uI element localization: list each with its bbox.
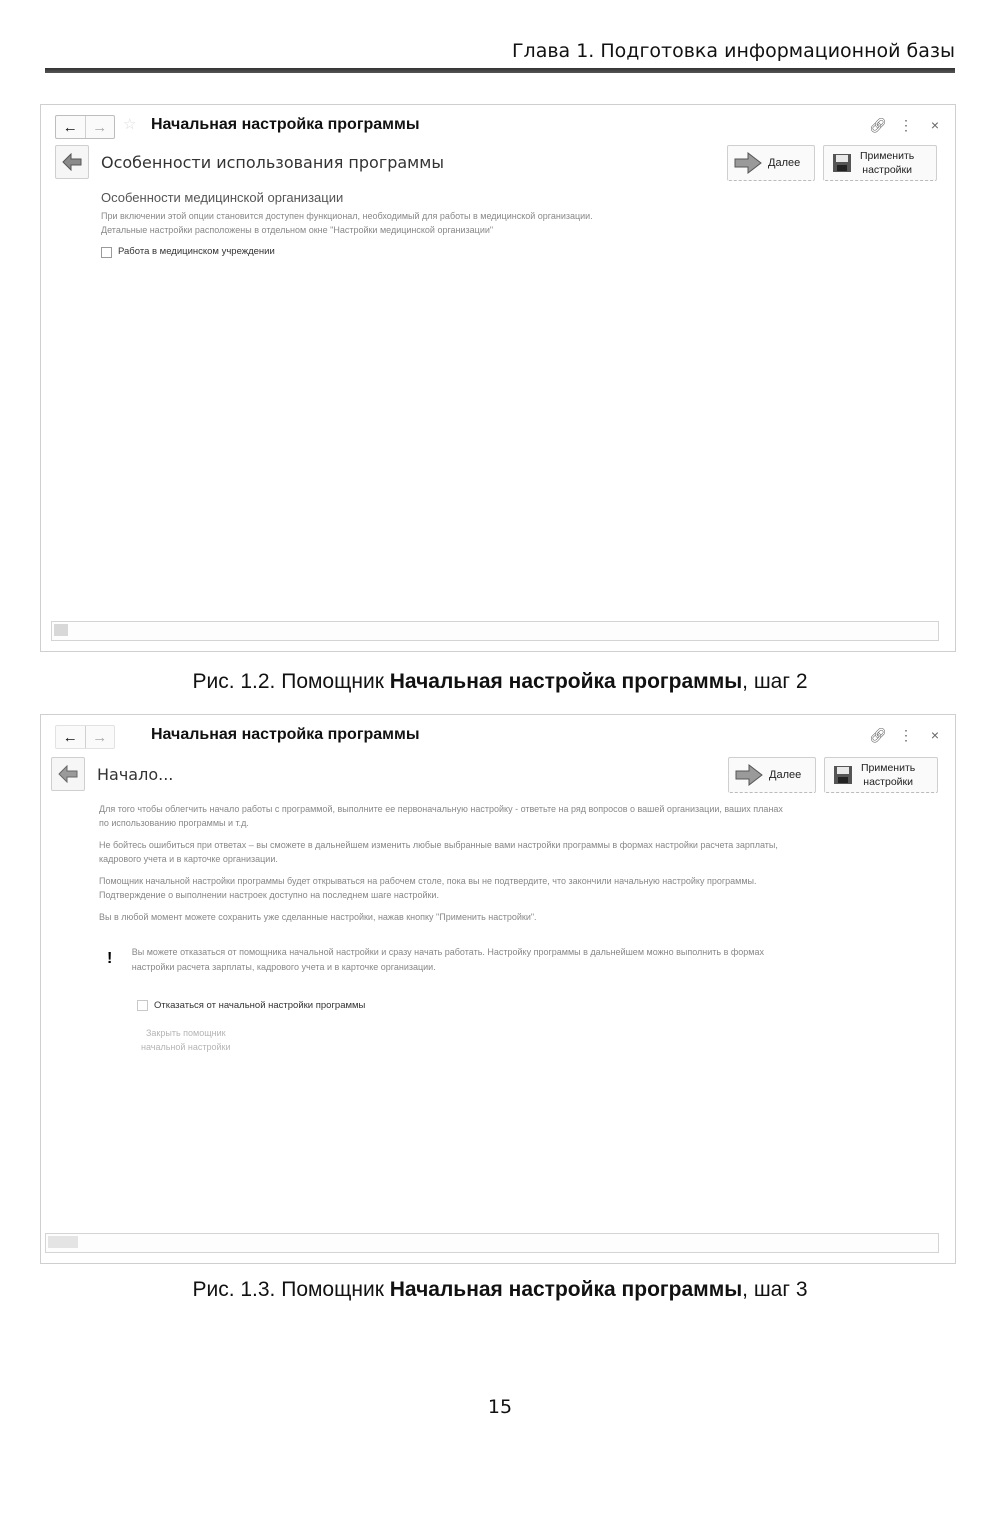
medical-institution-option[interactable]: [101, 245, 805, 259]
section-title: Особенности медицинской организации: [101, 190, 344, 205]
apply-settings-button[interactable]: [824, 757, 938, 793]
more-menu-icon[interactable]: ⋮: [899, 117, 913, 133]
warning-block: [107, 945, 765, 975]
status-bar: [45, 1233, 939, 1253]
window-title: Начальная настройка программы: [151, 726, 420, 743]
step-content: [101, 191, 805, 259]
window-titlebar: [55, 115, 941, 141]
forward-arrow-button[interactable]: →: [85, 726, 115, 748]
close-assistant-line1: Закрыть помощник: [145, 1028, 226, 1038]
forward-arrow-button[interactable]: →: [85, 116, 115, 138]
intro-paragraph: Вы в любой момент можете сохранить уже сделанные настройки, нажав кнопку "Применить настройки".: [99, 912, 537, 922]
next-arrow-icon: [735, 764, 763, 786]
next-button[interactable]: [728, 757, 816, 793]
close-assistant-line2: начальной настройки: [141, 1042, 231, 1052]
step-title: Особенности использования программы: [101, 153, 444, 172]
warning-text: Вы можете отказаться от помощника начальной настройки и сразу начать работать. Настройку программы в дальнейшем можно выполнить в формах настройки расчета зарплаты, кадрового учета и в карточке организации.: [131, 947, 764, 972]
intro-text: [99, 802, 785, 932]
close-icon[interactable]: ×: [930, 117, 940, 133]
figure-caption: [0, 670, 1000, 694]
header-rule: [45, 68, 955, 73]
next-button-label: Далее: [769, 769, 802, 781]
checkbox[interactable]: [101, 247, 112, 258]
caption-bold: Начальная настройка программы: [389, 1278, 743, 1301]
apply-settings-label: [860, 149, 914, 177]
caption-prefix: Рис. 1.2. Помощник: [192, 670, 390, 693]
apply-label-line2: настройки: [862, 164, 912, 176]
checkbox-label: Работа в медицинском учреждении: [118, 246, 275, 257]
back-arrow-button[interactable]: ←: [62, 118, 78, 136]
caption-suffix: , шаг 2: [742, 670, 808, 693]
nav-buttons: [55, 115, 115, 139]
back-arrow-button[interactable]: ←: [62, 728, 78, 746]
apply-settings-button[interactable]: [823, 145, 937, 181]
next-button[interactable]: [727, 145, 815, 181]
status-bar: [51, 621, 939, 641]
caption-suffix: , шаг 3: [742, 1278, 808, 1301]
intro-paragraph: Помощник начальной настройки программы будет открываться на рабочем столе, пока вы не подтвердите, что закончили начальную настройку программы. Подтверждение о выполнении настроек доступно на последнем шаге настройки.: [99, 876, 757, 900]
window-controls: [869, 727, 941, 744]
nav-buttons: [55, 725, 115, 749]
description-line: Детальные настройки расположены в отдельном окне "Настройки медицинской организации": [101, 225, 494, 235]
window-controls: [869, 117, 941, 134]
window-title: Начальная настройка программы: [151, 116, 420, 133]
previous-step-button[interactable]: [51, 757, 85, 791]
close-icon[interactable]: ×: [930, 727, 940, 743]
link-icon[interactable]: 🔗︎: [869, 727, 887, 743]
save-disk-icon: [832, 153, 852, 173]
next-arrow-icon: [734, 152, 762, 174]
back-arrow-icon: [62, 153, 82, 171]
intro-paragraph: Не бойтесь ошибиться при ответах – вы сможете в дальнейшем изменить любые выбранные вами настройки программы в формах настройки расчета зарплаты, кадрового учета и в карточке организации.: [99, 840, 778, 864]
warning-exclamation-icon: !: [107, 950, 113, 967]
step-title: Начало...: [97, 765, 174, 784]
caption-prefix: Рис. 1.3. Помощник: [192, 1278, 390, 1301]
intro-paragraph: Для того чтобы облегчить начало работы с программой, выполните ее первоначальную настройку - ответьте на ряд вопросов о вашей организации, ваших планах по использованию программы и т.д.: [99, 804, 783, 828]
checkbox-label: Отказаться от начальной настройки программы: [154, 1000, 366, 1011]
apply-label-line1: Применить: [861, 762, 916, 774]
back-arrow-icon: [58, 765, 78, 783]
status-bar-grip: [48, 1236, 78, 1248]
description-line: При включении этой опции становится доступен функционал, необходимый для работы в медицинской организации.: [101, 211, 593, 221]
figure-caption: [0, 1278, 1000, 1302]
apply-label-line2: настройки: [863, 776, 913, 788]
close-assistant-button[interactable]: [141, 1026, 231, 1054]
more-menu-icon[interactable]: ⋮: [899, 727, 913, 743]
previous-step-button[interactable]: [55, 145, 89, 179]
apply-settings-label: [861, 761, 915, 789]
running-head: Глава 1. Подготовка информационной базы: [511, 40, 955, 62]
caption-bold: Начальная настройка программы: [389, 670, 743, 693]
save-disk-icon: [833, 765, 853, 785]
status-bar-grip: [54, 624, 68, 636]
page-number: 15: [487, 1396, 513, 1418]
screenshot-step-3: [40, 714, 956, 1264]
favorite-star-icon[interactable]: ☆: [123, 116, 137, 133]
link-icon[interactable]: 🔗︎: [869, 117, 887, 133]
checkbox[interactable]: [137, 1000, 148, 1011]
next-button-label: Далее: [768, 157, 801, 169]
window-titlebar: [55, 725, 941, 751]
apply-label-line1: Применить: [860, 150, 915, 162]
decline-assistant-option[interactable]: [137, 1000, 365, 1011]
screenshot-step-2: [40, 104, 956, 652]
